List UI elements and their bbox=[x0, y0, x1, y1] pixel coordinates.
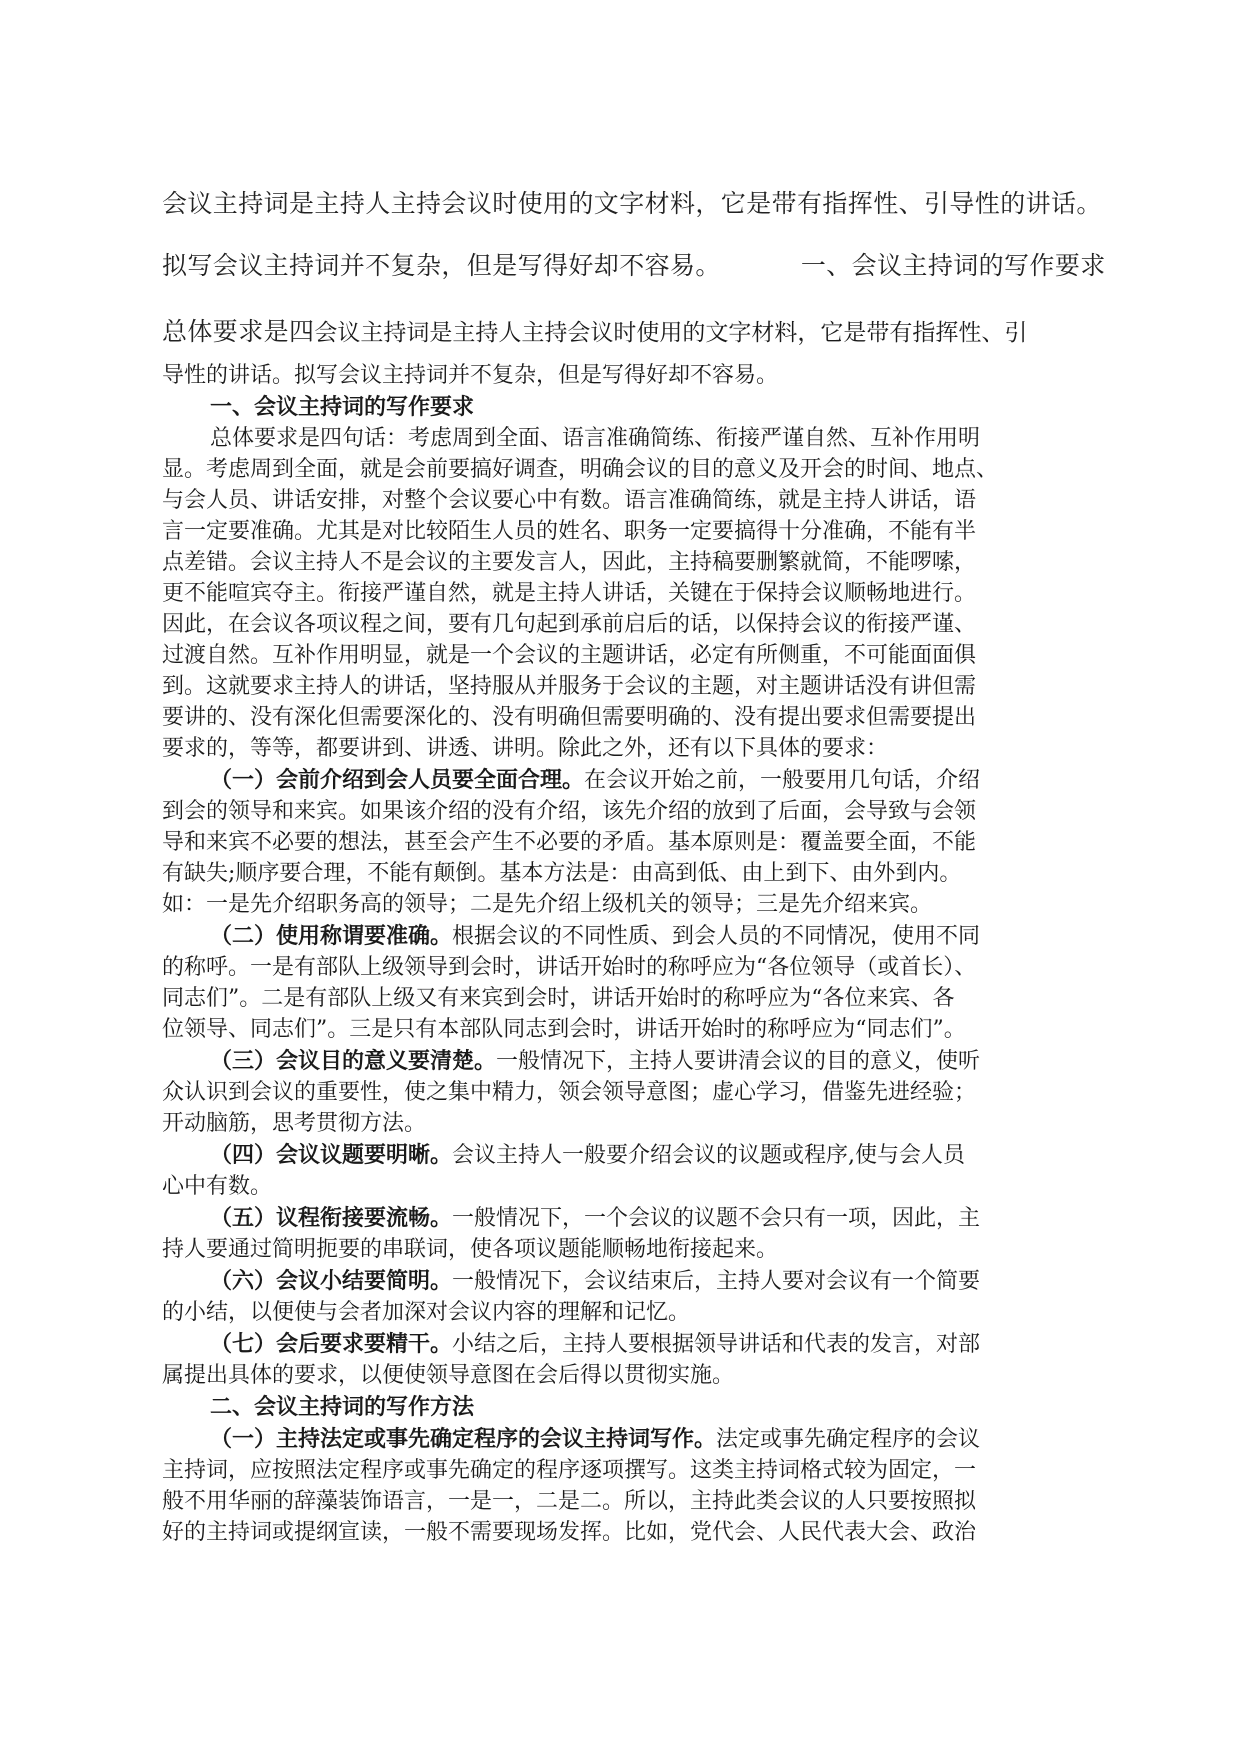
section-heading-1: 一、会议主持词的写作要求 bbox=[210, 394, 475, 420]
paragraph-line: 点差错。会议主持人不是会议的主要发言人，因此，主持稿要删繁就简，不能啰嗦， bbox=[162, 550, 977, 575]
body-paragraph-continuation: 导性的讲话。拟写会议主持词并不复杂，但是写得好却不容易。 bbox=[162, 363, 779, 388]
requirement-4-title: （四）会议议题要明晰。 bbox=[210, 1142, 453, 1168]
paragraph-line: 众认识到会议的重要性，使之集中精力，领会领导意图；虚心学习，借鉴先进经验； bbox=[162, 1080, 977, 1105]
requirement-4 bbox=[210, 1138, 965, 1169]
requirement-2-text: 根据会议的不同性质、到会人员的不同情况，使用不同 bbox=[452, 924, 981, 949]
method-1 bbox=[210, 1422, 980, 1453]
paragraph-line: 有缺失;顺序要合理，不能有颠倒。基本方法是：由高到低、由上到下、由外到内。 bbox=[162, 861, 962, 886]
requirement-2 bbox=[210, 919, 980, 950]
paragraph-line: 开动脑筋，思考贯彻方法。 bbox=[162, 1111, 427, 1136]
paragraph-line: 与会人员、讲话安排，对整个会议要心中有数。语言准确简练，就是主持人讲话，语 bbox=[162, 488, 977, 513]
paragraph-line: 因此，在会议各项议程之间，要有几句起到承前启后的话，以保持会议的衔接严谨、 bbox=[162, 612, 977, 637]
intro-line-2-heading: 一、会议主持词的写作要求 bbox=[800, 251, 1106, 280]
requirement-1 bbox=[210, 763, 980, 794]
intro-line-2-text: 拟写会议主持词并不复杂，但是写得好却不容易。 bbox=[162, 251, 721, 280]
requirement-6 bbox=[210, 1264, 980, 1295]
method-1-text: 法定或事先确定程序的会议 bbox=[716, 1427, 981, 1452]
requirement-5 bbox=[210, 1201, 980, 1232]
requirement-1-title: （一）会前介绍到会人员要全面合理。 bbox=[210, 767, 585, 793]
paragraph-line: 要讲的、没有深化但需要深化的、没有明确但需要明确的、没有提出要求但需要提出 bbox=[162, 705, 977, 730]
requirement-5-title: （五）议程衔接要流畅。 bbox=[210, 1205, 453, 1231]
paragraph-line: 如：一是先介绍职务高的领导；二是先介绍上级机关的领导；三是先介绍来宾。 bbox=[162, 892, 933, 917]
paragraph-line: 同志们”。二是有部队上级又有来宾到会时，讲话开始时的称呼应为“各位来宾、各 bbox=[162, 986, 955, 1011]
method-1-title: （一）主持法定或事先确定程序的会议主持词写作。 bbox=[210, 1426, 717, 1452]
paragraph-line: 总体要求是四句话：考虑周到全面、语言准确简练、衔接严谨自然、互补作用明 bbox=[210, 426, 981, 451]
paragraph-line: 属提出具体的要求，以便使领导意图在会后得以贯彻实施。 bbox=[162, 1363, 735, 1388]
requirement-4-text: 会议主持人一般要介绍会议的议题或程序,使与会人员 bbox=[452, 1143, 966, 1168]
paragraph-line: 到会的领导和来宾。如果该介绍的没有介绍，该先介绍的放到了后面，会导致与会领 bbox=[162, 799, 977, 824]
requirement-7 bbox=[210, 1327, 980, 1358]
paragraph-line: 到。这就要求主持人的讲话，坚持服从并服务于会议的主题，对主题讲话没有讲但需 bbox=[162, 674, 977, 699]
paragraph-line: 的称呼。一是有部队上级领导到会时，讲话开始时的称呼应为“各位领导（或首长）、 bbox=[162, 955, 977, 980]
paragraph-line: 更不能喧宾夺主。衔接严谨自然，就是主持人讲话，关键在于保持会议顺畅地进行。 bbox=[162, 581, 977, 606]
intro-line-3-serif: 会议主持词是主持人主持会议时使用的文字材料，它是带有指挥性、引 bbox=[314, 320, 1028, 346]
intro-line-3-sans: 总体要求是四 bbox=[162, 317, 315, 346]
section-heading-2: 二、会议主持词的写作方法 bbox=[210, 1394, 475, 1420]
requirement-6-text: 一般情况下，会议结束后，主持人要对会议有一个简要 bbox=[452, 1269, 981, 1294]
intro-line-1: 会议主持词是主持人主持会议时使用的文字材料，它是带有指挥性、引导性的讲话。 bbox=[162, 189, 1102, 218]
paragraph-line: 主持词，应按照法定程序或事先确定的程序逐项撰写。这类主持词格式较为固定，一 bbox=[162, 1458, 977, 1483]
requirement-6-title: （六）会议小结要简明。 bbox=[210, 1268, 453, 1294]
requirement-3-title: （三）会议目的意义要清楚。 bbox=[210, 1048, 497, 1074]
paragraph-line: 言一定要准确。尤其是对比较陌生人员的姓名、职务一定要搞得十分准确，不能有半 bbox=[162, 519, 977, 544]
paragraph-line: 持人要通过简明扼要的串联词，使各项议题能顺畅地衔接起来。 bbox=[162, 1237, 779, 1262]
requirement-7-title: （七）会后要求要精干。 bbox=[210, 1331, 453, 1357]
intro-line-3 bbox=[162, 312, 1027, 348]
requirement-3-text: 一般情况下，主持人要讲清会议的目的意义，使听 bbox=[496, 1049, 981, 1074]
requirement-1-text: 在会议开始之前，一般要用几句话，介绍 bbox=[584, 768, 981, 793]
paragraph-line: 好的主持词或提纲宣读，一般不需要现场发挥。比如，党代会、人民代表大会、政治 bbox=[162, 1520, 977, 1545]
paragraph-line: 显。考虑周到全面，就是会前要搞好调查，明确会议的目的意义及开会的时间、地点、 bbox=[162, 457, 999, 482]
paragraph-line: 过渡自然。互补作用明显，就是一个会议的主题讲话，必定有所侧重，不可能面面俱 bbox=[162, 643, 977, 668]
paragraph-line: 般不用华丽的辞藻装饰语言，一是一，二是二。所以，主持此类会议的人只要按照拟 bbox=[162, 1489, 977, 1514]
paragraph-line: 导和来宾不必要的想法，甚至会产生不必要的矛盾。基本原则是：覆盖要全面，不能 bbox=[162, 830, 977, 855]
paragraph-line: 位领导、同志们”。三是只有本部队同志到会时，讲话开始时的称呼应为“同志们”。 bbox=[162, 1017, 966, 1042]
requirement-3 bbox=[210, 1044, 980, 1075]
paragraph-line: 要求的，等等，都要讲到、讲透、讲明。除此之外，还有以下具体的要求： bbox=[162, 736, 889, 761]
requirement-5-text: 一般情况下，一个会议的议题不会只有一项，因此，主 bbox=[452, 1206, 981, 1231]
requirement-7-text: 小结之后，主持人要根据领导讲话和代表的发言，对部 bbox=[452, 1332, 981, 1357]
paragraph-line: 心中有数。 bbox=[162, 1174, 273, 1199]
intro-line-2 bbox=[162, 246, 1106, 282]
paragraph-line: 的小结，以便使与会者加深对会议内容的理解和记忆。 bbox=[162, 1300, 691, 1325]
requirement-2-title: （二）使用称谓要准确。 bbox=[210, 923, 453, 949]
